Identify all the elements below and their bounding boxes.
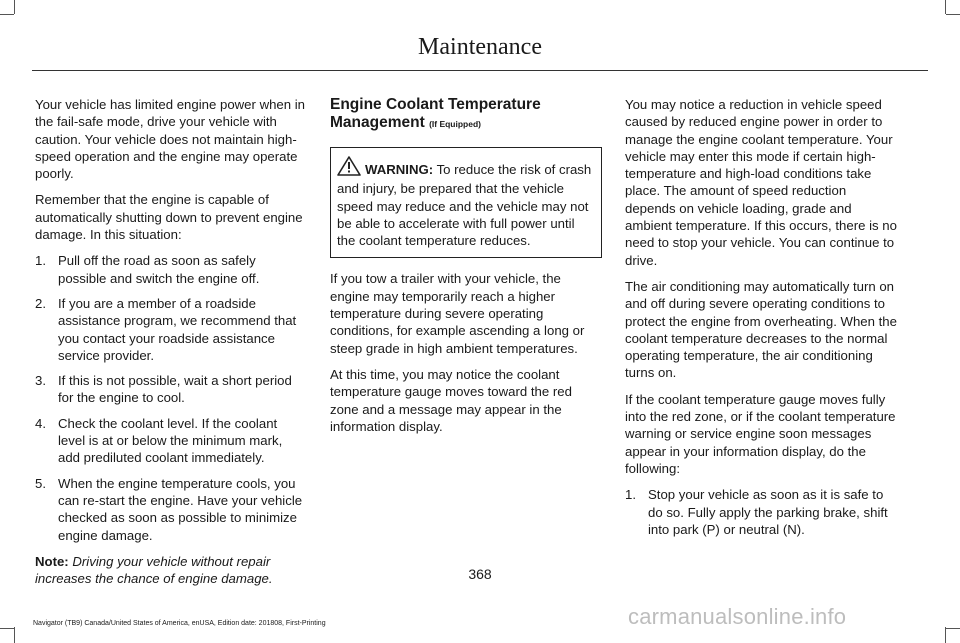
paragraph: You may notice a reduction in vehicle speed caused by reduced engine power in order to manage the engine coolant temperature. Your vehicle may enter this mode if certain high-temperature and high-load conditions take place. The amount of speed reduction depends on vehicle loading, grade and ambient temperature. If this occurs, there is no need to stop your vehicle. You can continue to drive. <box>625 97 897 268</box>
step-number: 3. <box>35 373 46 389</box>
step-number: 1. <box>35 253 46 269</box>
step-text: If this is not possible, wait a short period for the engine to cool. <box>58 373 292 406</box>
footer-edition-info: Navigator (TB9) Canada/United States of America, enUSA, Edition date: 201808, First-Printing <box>33 620 326 627</box>
crop-mark <box>946 628 960 629</box>
steps-list <box>35 252 307 543</box>
watermark: carmanualsonline.info <box>628 604 847 629</box>
step-number: 1. <box>625 487 636 503</box>
list-item <box>35 415 307 467</box>
crop-mark <box>14 0 15 14</box>
paragraph: If you tow a trailer with your vehicle, the engine may temporarily reach a higher temperature during severe operating conditions, for example ascending a long or steep grade in high ambient temperatures. <box>330 271 585 356</box>
list-item <box>35 475 307 544</box>
crop-mark <box>0 628 14 629</box>
crop-mark <box>0 14 14 15</box>
note-label: Note: <box>35 553 69 569</box>
note-text: Driving your vehicle without repair increases the chance of engine damage. <box>35 553 273 587</box>
paragraph: The air conditioning may automatically turn on and off during severe operating conditions to protect the engine from overheating. When the coolant temperature decreases to the normal operating temperature, the air conditioning turns on. <box>625 278 897 381</box>
list-item <box>35 295 307 364</box>
crop-mark <box>945 627 946 643</box>
warning-triangle-icon <box>337 156 361 180</box>
page-number: 368 <box>468 566 492 582</box>
column-left <box>35 96 307 596</box>
step-number: 5. <box>35 475 46 491</box>
paragraph: Remember that the engine is capable of automatically shutting down to prevent engine damage. In this situation: <box>35 192 303 243</box>
section-title-text: Engine Coolant Temperature Management <box>330 96 541 131</box>
step-number: 2. <box>35 295 46 311</box>
step-text: Stop your vehicle as soon as it is safe to do so. Fully apply the parking brake, shift into park (P) or neutral (N). <box>648 487 888 537</box>
header-divider <box>32 70 928 71</box>
crop-mark <box>14 627 15 643</box>
step-text: Pull off the road as soon as safely possible and switch the engine off. <box>58 253 260 286</box>
paragraph: If the coolant temperature gauge moves fully into the red zone, or if the coolant temperature warning or service engine soon messages appear in your information display, do the following: <box>625 391 896 476</box>
list-item <box>35 252 307 287</box>
column-middle <box>330 96 602 444</box>
column-right <box>625 96 897 547</box>
section-title <box>330 96 602 133</box>
list-item <box>35 372 307 407</box>
step-text: When the engine temperature cools, you can re-start the engine. Have your vehicle checked as soon as possible to minimize engine damage. <box>58 475 303 543</box>
warning-text: To reduce the risk of crash and injury, be prepared that the vehicle speed may reduce and the vehicle may not be able to accelerate with full power until the coolant temperature reduces. <box>337 162 592 249</box>
crop-mark <box>946 14 960 15</box>
steps-list <box>625 486 897 538</box>
step-number: 4. <box>35 415 46 431</box>
step-text: If you are a member of a roadside assistance program, we recommend that you contact your roadside assistance service provider. <box>58 295 297 363</box>
step-text: Check the coolant level. If the coolant level is at or below the minimum mark, add prediluted coolant immediately. <box>58 415 283 466</box>
page-title: Maintenance <box>418 34 542 60</box>
section-title-qualifier: (If Equipped) <box>429 119 481 129</box>
list-item <box>625 486 897 538</box>
warning-label: WARNING: <box>365 162 434 177</box>
crop-mark <box>945 0 946 14</box>
warning-box <box>330 147 602 258</box>
paragraph: Your vehicle has limited engine power when in the fail-safe mode, drive your vehicle with caution. Your vehicle does not maintain high-speed operation and the engine may operate poorly. <box>35 97 306 182</box>
paragraph: At this time, you may notice the coolant temperature gauge moves toward the red zone and a message may appear in the information display. <box>330 366 572 434</box>
